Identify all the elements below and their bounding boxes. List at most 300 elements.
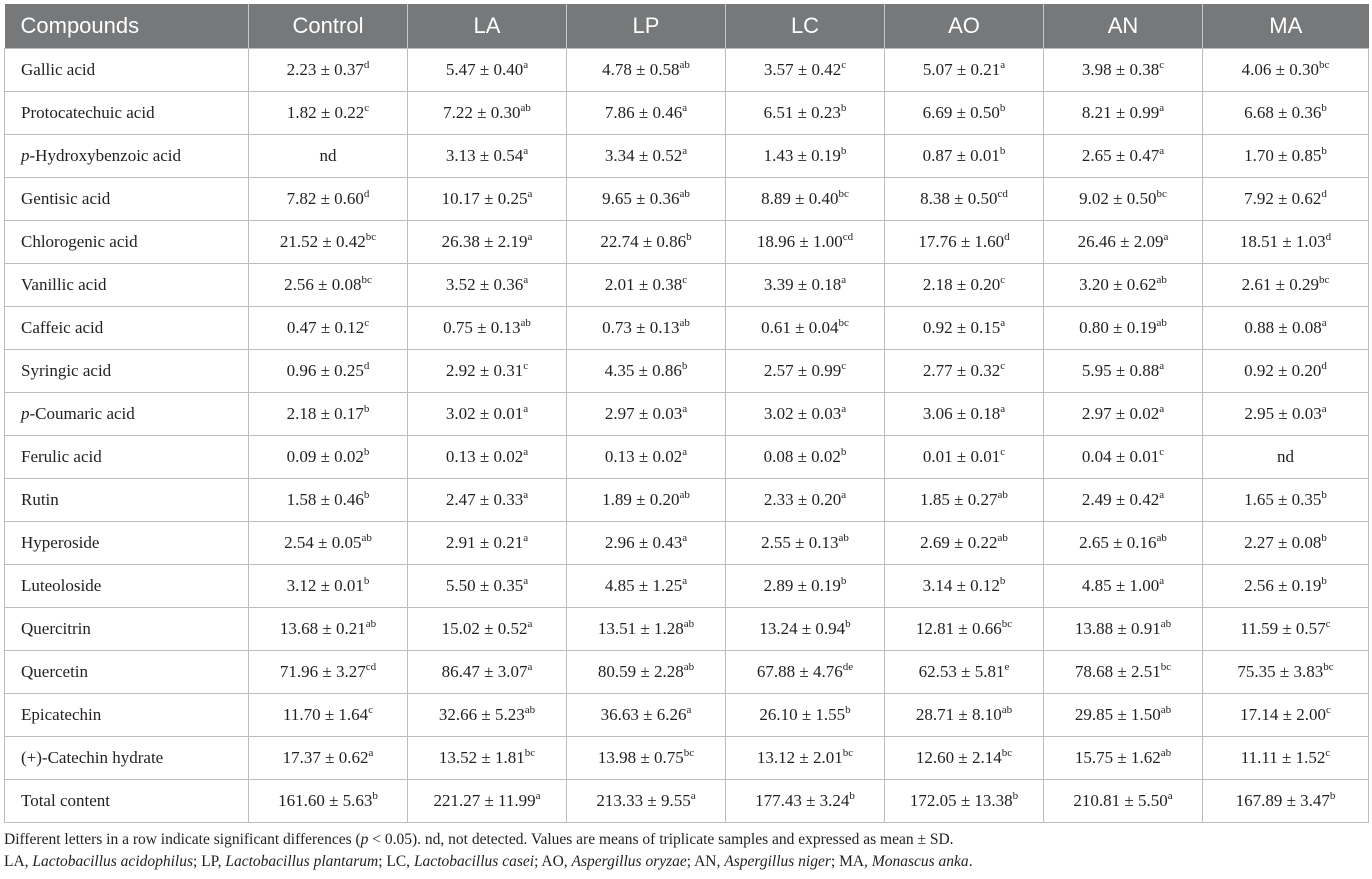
table-row — [5, 522, 1369, 565]
cell-value: 3.34 ± 0.52 — [604, 146, 683, 165]
cell-value: 3.13 ± 0.54 — [445, 146, 524, 165]
cell-value: 221.27 ± 11.99 — [433, 791, 536, 810]
cell-value: 3.20 ± 0.62 — [1079, 275, 1157, 294]
cell-value: 2.92 ± 0.31 — [445, 361, 524, 380]
significance-letter: bc — [1001, 747, 1013, 759]
value-cell — [567, 651, 726, 694]
significance-letter: c — [1325, 747, 1331, 759]
compound-name — [5, 92, 249, 135]
value-cell — [249, 479, 408, 522]
organism-name: Lactobacillus casei — [413, 853, 535, 870]
cell-value: 7.82 ± 0.60 — [286, 189, 364, 208]
value-cell — [1044, 694, 1203, 737]
cell-value: 5.07 ± 0.21 — [922, 60, 1001, 79]
value-cell — [726, 178, 885, 221]
table-row — [5, 135, 1369, 178]
value-cell — [726, 522, 885, 565]
compound-name — [5, 694, 249, 737]
value-cell — [567, 49, 726, 92]
table-body — [5, 49, 1369, 823]
value-cell — [408, 737, 567, 780]
value-cell — [1203, 780, 1369, 823]
significance-letter: a — [1000, 403, 1006, 415]
significance-letter: a — [1159, 102, 1165, 114]
cell-value: 213.33 ± 9.55 — [596, 791, 691, 810]
value-cell — [1203, 608, 1369, 651]
value-cell — [567, 436, 726, 479]
value-cell — [567, 565, 726, 608]
compound-name — [5, 393, 249, 436]
compound-label: Ferulic acid — [21, 447, 102, 466]
abbreviation-code: LA, — [4, 853, 33, 870]
cell-value: 2.57 ± 0.99 — [763, 361, 842, 380]
significance-letter: c — [1159, 446, 1165, 458]
cell-value: 0.08 ± 0.02 — [763, 447, 841, 466]
abbreviation-code: AO, — [541, 853, 572, 870]
significance-letter: a — [1000, 317, 1006, 329]
value-cell — [249, 436, 408, 479]
value-cell — [1203, 565, 1369, 608]
value-cell — [1044, 479, 1203, 522]
value-cell — [567, 221, 726, 264]
significance-letter: b — [999, 145, 1006, 157]
table-row — [5, 307, 1369, 350]
value-cell — [1203, 479, 1369, 522]
cell-value: 0.61 ± 0.04 — [761, 318, 839, 337]
cell-value: 75.35 ± 3.83 — [1237, 662, 1324, 681]
table-row — [5, 92, 1369, 135]
value-cell — [1203, 264, 1369, 307]
compound-label: Gentisic acid — [21, 189, 111, 208]
significance-letter: ab — [365, 618, 377, 630]
cell-value: 2.27 ± 0.08 — [1244, 533, 1322, 552]
value-cell — [567, 135, 726, 178]
cell-value: 1.70 ± 0.85 — [1244, 146, 1322, 165]
value-cell — [408, 350, 567, 393]
compound-label: Vanillic acid — [21, 275, 107, 294]
significance-letter: ab — [997, 489, 1008, 501]
cell-value: 2.18 ± 0.17 — [286, 404, 364, 423]
cell-value: 2.97 ± 0.03 — [604, 404, 683, 423]
value-cell — [408, 436, 567, 479]
value-cell — [885, 780, 1044, 823]
value-cell — [1203, 221, 1369, 264]
value-cell — [408, 565, 567, 608]
value-cell — [726, 737, 885, 780]
compound-name — [5, 522, 249, 565]
value-cell — [408, 694, 567, 737]
cell-value: 2.54 ± 0.05 — [284, 533, 362, 552]
significance-letter: a — [523, 145, 529, 157]
cell-value: 0.73 ± 0.13 — [602, 318, 680, 337]
cell-value: 26.10 ± 1.55 — [759, 705, 846, 724]
value-cell — [1203, 522, 1369, 565]
value-cell — [1203, 436, 1369, 479]
cell-value: 3.02 ± 0.03 — [763, 404, 842, 423]
table-row — [5, 350, 1369, 393]
cell-value: 3.52 ± 0.36 — [445, 275, 524, 294]
value-cell — [408, 307, 567, 350]
table-row — [5, 479, 1369, 522]
compound-name — [5, 350, 249, 393]
footnote-p: p — [360, 831, 369, 848]
value-cell — [408, 608, 567, 651]
significance-letter: c — [841, 360, 847, 372]
compound-name — [5, 178, 249, 221]
cell-value: 11.70 ± 1.64 — [282, 705, 369, 724]
value-cell — [885, 479, 1044, 522]
significance-letter: a — [1159, 360, 1165, 372]
value-cell — [567, 178, 726, 221]
value-cell — [408, 135, 567, 178]
cell-value: 2.65 ± 0.47 — [1081, 146, 1160, 165]
cell-value: 0.13 ± 0.02 — [604, 447, 683, 466]
significance-letter: a — [527, 618, 533, 630]
cell-value: 2.55 ± 0.13 — [761, 533, 839, 552]
value-cell — [726, 350, 885, 393]
significance-letter: c — [1000, 360, 1006, 372]
footnote-significance — [4, 829, 1368, 851]
cell-value: 9.02 ± 0.50 — [1079, 189, 1157, 208]
significance-letter: ab — [1156, 532, 1167, 544]
value-cell — [249, 780, 408, 823]
cell-value: 71.96 ± 3.27 — [279, 662, 366, 681]
value-cell — [1044, 221, 1203, 264]
cell-value: 210.81 ± 5.50 — [1073, 791, 1168, 810]
cell-value: 2.91 ± 0.21 — [445, 533, 524, 552]
significance-letter: ab — [1156, 274, 1167, 286]
significance-letter: a — [686, 704, 692, 716]
cell-value: 4.06 ± 0.30 — [1241, 60, 1319, 79]
significance-letter: a — [690, 790, 696, 802]
compound-label: Hyperoside — [21, 533, 100, 552]
significance-letter: a — [1321, 317, 1327, 329]
compound-name — [5, 49, 249, 92]
cell-value: 13.24 ± 0.94 — [759, 619, 846, 638]
significance-letter: c — [364, 317, 370, 329]
significance-letter: b — [363, 403, 370, 415]
significance-letter: cd — [842, 231, 854, 243]
table-row — [5, 608, 1369, 651]
significance-letter: ab — [679, 317, 690, 329]
significance-letter: cd — [365, 661, 377, 673]
significance-letter: a — [1167, 790, 1173, 802]
organism-name: Monascus anka — [871, 853, 969, 870]
cell-value: 4.85 ± 1.00 — [1081, 576, 1160, 595]
cell-value: 177.43 ± 3.24 — [755, 791, 850, 810]
significance-letter: ab — [1160, 704, 1172, 716]
cell-value: 13.51 ± 1.28 — [597, 619, 684, 638]
significance-letter: a — [682, 145, 688, 157]
significance-letter: bc — [361, 274, 372, 286]
significance-letter: ab — [683, 618, 695, 630]
value-cell — [1203, 92, 1369, 135]
value-cell — [885, 393, 1044, 436]
significance-letter: ab — [683, 661, 695, 673]
cell-value: 78.68 ± 2.51 — [1074, 662, 1161, 681]
value-cell — [567, 694, 726, 737]
significance-letter: c — [368, 704, 374, 716]
compound-name — [5, 565, 249, 608]
value-cell — [567, 92, 726, 135]
significance-letter: a — [523, 274, 529, 286]
cell-value: 4.85 ± 1.25 — [604, 576, 683, 595]
value-cell — [249, 608, 408, 651]
cell-value: 18.96 ± 1.00 — [756, 232, 843, 251]
value-cell — [726, 393, 885, 436]
compound-name — [5, 264, 249, 307]
cell-value: 2.77 ± 0.32 — [922, 361, 1001, 380]
significance-letter: b — [999, 102, 1006, 114]
significance-letter: b — [840, 102, 847, 114]
compound-prefix: p — [21, 404, 30, 423]
cell-value: 9.65 ± 0.36 — [602, 189, 680, 208]
significance-letter: ab — [997, 532, 1008, 544]
cell-value: 7.92 ± 0.62 — [1244, 189, 1322, 208]
cell-value: 0.96 ± 0.25 — [286, 361, 364, 380]
value-cell — [1044, 651, 1203, 694]
value-cell — [567, 479, 726, 522]
value-cell — [249, 565, 408, 608]
header-ma: MA — [1203, 4, 1369, 49]
significance-letter: bc — [1318, 274, 1330, 286]
value-cell — [408, 178, 567, 221]
cell-value: 0.92 ± 0.20 — [1244, 361, 1322, 380]
cell-value: 2.47 ± 0.33 — [445, 490, 524, 509]
significance-letter: b — [840, 575, 847, 587]
significance-letter: a — [841, 403, 847, 415]
value-cell — [408, 780, 567, 823]
value-cell — [567, 307, 726, 350]
value-cell — [567, 608, 726, 651]
significance-letter: ab — [524, 704, 536, 716]
significance-letter: bc — [1323, 661, 1334, 673]
cell-value: 8.38 ± 0.50 — [920, 189, 998, 208]
abbreviation-code: MA, — [839, 853, 872, 870]
significance-letter: d — [363, 59, 370, 71]
cell-value: 2.95 ± 0.03 — [1244, 404, 1322, 423]
value-cell — [885, 737, 1044, 780]
significance-letter: a — [682, 446, 688, 458]
value-cell — [885, 565, 1044, 608]
significance-letter: bc — [683, 747, 695, 759]
significance-letter: e — [1004, 661, 1010, 673]
significance-letter: c — [1000, 446, 1006, 458]
cell-value: 7.86 ± 0.46 — [604, 103, 683, 122]
value-cell — [249, 694, 408, 737]
significance-letter: a — [1163, 231, 1169, 243]
cell-value: 4.35 ± 0.86 — [604, 361, 682, 380]
cell-value: 13.98 ± 0.75 — [597, 748, 684, 767]
significance-letter: b — [999, 575, 1006, 587]
cell-value: 26.46 ± 2.09 — [1077, 232, 1164, 251]
cell-value: 5.47 ± 0.40 — [445, 60, 524, 79]
compound-name — [5, 135, 249, 178]
cell-value: 0.88 ± 0.08 — [1244, 318, 1322, 337]
significance-letter: d — [1004, 231, 1010, 243]
value-cell — [1044, 608, 1203, 651]
cell-value: 26.38 ± 2.19 — [441, 232, 528, 251]
table-row — [5, 178, 1369, 221]
cell-value: 0.09 ± 0.02 — [286, 447, 364, 466]
value-cell — [885, 92, 1044, 135]
cell-value: 1.85 ± 0.27 — [920, 490, 998, 509]
value-cell — [249, 264, 408, 307]
significance-letter: a — [535, 790, 541, 802]
header-control: Control — [249, 4, 408, 49]
cell-value: 2.49 ± 0.42 — [1081, 490, 1160, 509]
significance-letter: b — [840, 446, 847, 458]
significance-letter: b — [849, 790, 855, 802]
cell-value: 15.02 ± 0.52 — [441, 619, 528, 638]
significance-letter: a — [682, 575, 688, 587]
significance-letter: a — [1159, 403, 1165, 415]
cell-value: 0.01 ± 0.01 — [922, 447, 1001, 466]
value-cell — [567, 780, 726, 823]
cell-value: 3.12 ± 0.01 — [286, 576, 364, 595]
cell-value: 0.13 ± 0.02 — [445, 447, 524, 466]
cell-value: 5.95 ± 0.88 — [1081, 361, 1160, 380]
significance-letter: cd — [997, 188, 1008, 200]
value-cell — [885, 135, 1044, 178]
table-row — [5, 780, 1369, 823]
value-cell — [567, 393, 726, 436]
value-cell — [408, 479, 567, 522]
table-footnotes — [4, 829, 1368, 873]
significance-letter: b — [372, 790, 378, 802]
cell-value: nd — [319, 146, 337, 165]
value-cell — [885, 350, 1044, 393]
value-cell — [726, 565, 885, 608]
significance-letter: c — [1325, 618, 1331, 630]
compound-name — [5, 780, 249, 823]
significance-letter: b — [1321, 489, 1327, 501]
compound-label: Gallic acid — [21, 60, 96, 79]
value-cell — [885, 221, 1044, 264]
cell-value: 32.66 ± 5.23 — [438, 705, 525, 724]
table-row — [5, 565, 1369, 608]
cell-value: 8.21 ± 0.99 — [1081, 103, 1160, 122]
significance-letter: c — [1325, 704, 1331, 716]
value-cell — [726, 264, 885, 307]
value-cell — [249, 350, 408, 393]
significance-letter: c — [841, 59, 847, 71]
cell-value: 2.61 ± 0.29 — [1241, 275, 1319, 294]
compound-name — [5, 221, 249, 264]
significance-letter: a — [682, 403, 688, 415]
abbreviation-code: AN, — [694, 853, 725, 870]
cell-value: 36.63 ± 6.26 — [600, 705, 687, 724]
significance-letter: b — [681, 360, 688, 372]
significance-letter: d — [1321, 188, 1327, 200]
table-row — [5, 651, 1369, 694]
significance-letter: a — [682, 532, 688, 544]
significance-letter: b — [1329, 790, 1336, 802]
value-cell — [1044, 565, 1203, 608]
cell-value: 2.69 ± 0.22 — [920, 533, 998, 552]
header-compounds: Compounds — [5, 4, 249, 49]
table-row — [5, 694, 1369, 737]
value-cell — [249, 393, 408, 436]
significance-letter: ab — [679, 59, 690, 71]
cell-value: 167.89 ± 3.47 — [1235, 791, 1330, 810]
significance-letter: ab — [1160, 618, 1172, 630]
value-cell — [1203, 178, 1369, 221]
significance-letter: a — [527, 661, 533, 673]
cell-value: 6.51 ± 0.23 — [763, 103, 841, 122]
compound-prefix: p — [21, 146, 30, 165]
value-cell — [249, 651, 408, 694]
value-cell — [1203, 307, 1369, 350]
significance-letter: b — [1321, 532, 1327, 544]
cell-value: 2.56 ± 0.19 — [1244, 576, 1322, 595]
table-row — [5, 393, 1369, 436]
value-cell — [1044, 178, 1203, 221]
significance-letter: c — [523, 360, 529, 372]
value-cell — [408, 651, 567, 694]
compound-label: Caffeic acid — [21, 318, 104, 337]
header-row — [5, 4, 1369, 49]
significance-letter: bc — [842, 747, 854, 759]
significance-letter: a — [682, 102, 688, 114]
cell-value: 3.06 ± 0.18 — [922, 404, 1001, 423]
value-cell — [1203, 393, 1369, 436]
significance-letter: bc — [1156, 188, 1167, 200]
value-cell — [885, 608, 1044, 651]
cell-value: 3.98 ± 0.38 — [1081, 60, 1160, 79]
value-cell — [885, 522, 1044, 565]
cell-value: 2.89 ± 0.19 — [763, 576, 841, 595]
value-cell — [1044, 737, 1203, 780]
significance-letter: a — [1159, 489, 1165, 501]
significance-letter: a — [1159, 145, 1165, 157]
cell-value: 0.47 ± 0.12 — [286, 318, 365, 337]
cell-value: 2.97 ± 0.02 — [1081, 404, 1160, 423]
header-ao: AO — [885, 4, 1044, 49]
cell-value: 3.14 ± 0.12 — [922, 576, 1000, 595]
value-cell — [726, 436, 885, 479]
significance-letter: bc — [838, 188, 849, 200]
table-row — [5, 221, 1369, 264]
cell-value: 3.02 ± 0.01 — [445, 404, 524, 423]
significance-letter: a — [527, 231, 533, 243]
compound-label: Quercetin — [21, 662, 89, 681]
cell-value: 18.51 ± 1.03 — [1239, 232, 1326, 251]
compound-name — [5, 608, 249, 651]
value-cell — [408, 264, 567, 307]
cell-value: 17.14 ± 2.00 — [1240, 705, 1326, 724]
value-cell — [567, 264, 726, 307]
cell-value: 17.37 ± 0.62 — [282, 748, 369, 767]
cell-value: 2.56 ± 0.08 — [284, 275, 362, 294]
compound-label: Syringic acid — [21, 361, 112, 380]
abbreviation-separator: ; — [193, 853, 202, 870]
organism-name: Aspergillus oryzae — [571, 853, 687, 870]
header-an: AN — [1044, 4, 1203, 49]
cell-value: 13.12 ± 2.01 — [756, 748, 843, 767]
significance-letter: ab — [1156, 317, 1167, 329]
significance-letter: b — [686, 231, 692, 243]
value-cell — [726, 479, 885, 522]
value-cell — [1044, 350, 1203, 393]
compound-label: Epicatechin — [21, 705, 102, 724]
cell-value: 28.71 ± 8.10 — [915, 705, 1002, 724]
cell-value: 13.52 ± 1.81 — [438, 748, 525, 767]
cell-value: 2.01 ± 0.38 — [604, 275, 683, 294]
compound-label: (+)-Catechin hydrate — [21, 748, 164, 767]
significance-letter: c — [1159, 59, 1165, 71]
value-cell — [885, 651, 1044, 694]
